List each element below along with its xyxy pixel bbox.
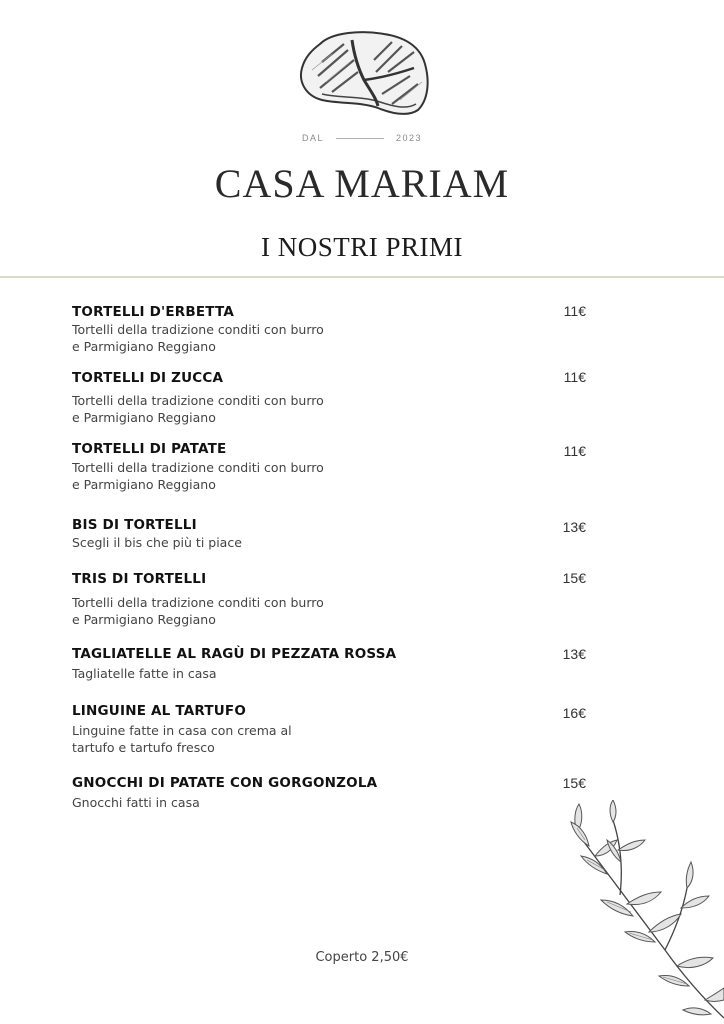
dish-description: Tagliatelle fatte in casa [72,666,217,681]
olive-branch-icon [565,800,724,1024]
dish-name: BIS DI TORTELLI [72,517,197,533]
menu-item [72,774,592,811]
dish-description: Tortelli della tradizione conditi con burro e Parmigiano Reggiano [72,460,324,492]
t-bone-steak-icon [292,24,437,119]
dish-name: TORTELLI D'ERBETTA [72,304,235,320]
menu-item [72,702,592,756]
dish-name: TRIS DI TORTELLI [72,571,207,587]
header-divider [0,276,724,278]
dish-name: TORTELLI DI PATATE [72,441,227,457]
dish-price: 15€ [562,570,586,586]
dish-price: 13€ [562,519,586,535]
dish-price: 11€ [563,443,586,459]
since-label: DAL [301,133,324,143]
dish-price: 11€ [563,303,586,319]
menu-item [72,570,592,628]
dish-price: 15€ [562,775,586,791]
dish-name: TAGLIATELLE AL RAGÙ DI PEZZATA ROSSA [72,646,397,662]
dish-price: 16€ [562,705,586,721]
dish-price: 11€ [563,369,586,385]
restaurant-name: CASA MARIAM [214,161,510,206]
menu-item [72,369,592,426]
dish-description: Tortelli della tradizione conditi con burro e Parmigiano Reggiano [72,393,324,425]
menu-item [72,440,592,493]
menu-item [72,516,592,551]
established-line [0,133,724,143]
cover-charge: Coperto 2,50€ [315,950,409,965]
dish-name: LINGUINE AL TARTUFO [72,703,247,719]
dish-name: TORTELLI DI ZUCCA [72,370,224,386]
dish-name: GNOCCHI DI PATATE CON GORGONZOLA [72,775,378,791]
dish-description: Scegli il bis che più ti piace [72,535,242,550]
since-divider [336,138,384,139]
menu-item [72,303,592,355]
dish-description: Linguine fatte in casa con crema al tartufo e tartufo fresco [72,723,292,755]
since-year: 2023 [395,133,423,143]
menu-item [72,645,592,682]
dish-description: Tortelli della tradizione conditi con burro e Parmigiano Reggiano [72,322,324,354]
dish-price: 13€ [562,646,586,662]
dish-description: Tortelli della tradizione conditi con burro e Parmigiano Reggiano [72,595,324,627]
dish-description: Gnocchi fatti in casa [72,795,200,810]
section-title: I NOSTRI PRIMI [260,232,463,262]
